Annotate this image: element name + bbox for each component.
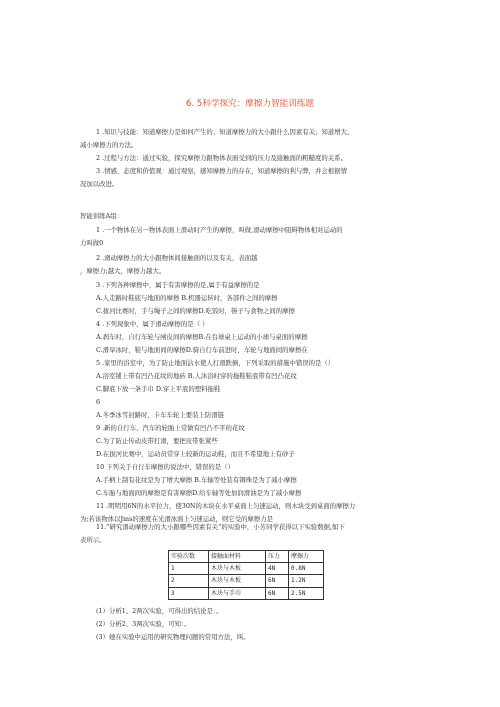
- question-option: A.手柄上制有花纹是为了增大摩擦 B.车轴等处装有钢珠是为了减小摩擦: [96, 476, 297, 484]
- question-line: 1 .一个物体在另一物体表面上滑动时产生的摩擦，叫做,滑动摩擦中阻碍物体相对运动的: [96, 226, 343, 234]
- table-row: [169, 563, 324, 575]
- table-header-cell: 压力: [266, 551, 289, 563]
- question-option: A.浴室铺上带有凹凸花纹的地砖 B.人沐浴时穿的拖鞋鞋底带有凹凸花纹: [96, 372, 297, 380]
- question-option: C.滑旱冰时，鞋与地面间的摩擦D.骑自行车前进时，车轮与地面间的摩擦在: [96, 346, 308, 354]
- question-line: ，摩擦力;越大，摩擦力越大。: [80, 267, 166, 275]
- question-option: C.拔河比赛时，手与绳子之间的摩擦D.吃饭时，筷子与食物之间的摩擦: [96, 307, 295, 315]
- section-heading: 智能训练A组：: [80, 212, 123, 220]
- table-header-cell: 接触面材料: [209, 551, 266, 563]
- question-option: A.冬季冰雪封路时，卡车车轮上要装上防滑链: [96, 411, 225, 419]
- question-option: A.人走路时鞋底与地面的摩擦 B.机器运转时，各部件之间的摩擦: [96, 294, 278, 302]
- table-cell: 木块与手巾: [209, 587, 266, 599]
- objective-line: 1 .知识与技能：知道摩擦力是如何产生的；知道摩擦力的大小跟什么因素有关；知道增大、: [96, 128, 354, 136]
- question-line: 表所示。: [80, 536, 106, 544]
- sub-question: (2）分析2、3两次实验，可知：。: [96, 620, 191, 628]
- table-cell: 木块与木板: [209, 575, 266, 587]
- question-option: C.脚底下放一条手巾 D.穿上平底的塑料拖鞋: [96, 385, 221, 393]
- table-header-cell: 摩擦力: [289, 551, 324, 563]
- question-line: 10 下列关于自行车摩擦的说法中，错误的是（）: [96, 463, 234, 471]
- objective-line: 3 .情感、态度和价值观：通过观察，感知摩擦力的存在，知道摩擦的利与弊，并会根据情: [96, 167, 347, 175]
- sub-question: (3）她在实验中运用的研究物理问题的常用方法，叫。: [96, 633, 250, 641]
- page-title: 6. 5科学探究：摩擦力智能训练题: [185, 99, 315, 109]
- objective-line: 况加以改进。: [80, 180, 119, 188]
- table-cell: 2: [169, 575, 209, 587]
- question-line: 4 .下列现象中，属于滑动摩擦的是（ ）: [96, 320, 209, 328]
- table-cell: 1.2N: [289, 575, 324, 587]
- question-line: 11.”研究滑动摩擦力的大小跟哪些因素有关”的实验中，小芳同学获得以下实验数据,如下: [96, 523, 345, 531]
- question-line: 9 .新的自行车、汽车的轮胎上常做有凹凸不平的花纹: [96, 424, 245, 432]
- question-line: 6: [96, 398, 101, 406]
- data-table: [168, 550, 324, 600]
- table-cell: 6N: [266, 575, 289, 587]
- table-cell: 3: [169, 587, 209, 599]
- question-option: C.为了防止传动皮带打滑，要把皮带张紧些: [96, 437, 218, 445]
- question-line: 为;若该物体以Jms的速度在光滑冰面上匀速运动，则它受的摩擦力是: [80, 515, 273, 523]
- table-header-row: [169, 551, 324, 563]
- table-cell: 4N: [266, 563, 289, 575]
- question-line: 2 .滑动摩擦力的大小跟物体间接触面的以及有关，表面越: [96, 254, 258, 262]
- question-line: 5 .家里的浴室中，为了防止地面沾水使人打滑跌倒，下列采取的措施中错误的是（）: [96, 359, 335, 367]
- question-line: 力叫做0: [80, 239, 104, 247]
- table-cell: 0.8N: [289, 563, 324, 575]
- question-option: D.在拔河比赛中，运动员常穿上较新的运动鞋，而且不希望地上有砂子: [96, 450, 295, 458]
- table-cell: 1: [169, 563, 209, 575]
- sub-question: (1）分析1、2两次实验，可得出的结论是：。: [96, 607, 223, 615]
- table-row: [169, 575, 324, 587]
- question-line: 3 .下列各种摩擦中，属于有害摩擦的是,属于有益摩擦的是: [96, 281, 260, 289]
- objective-line: 2 .过程与方法：通过实验，探究摩擦力跟物体表面受到的压力及接触面的粗糙度的关系。: [96, 154, 347, 162]
- table-cell: 6N: [266, 587, 289, 599]
- table-cell: 木块与木板: [209, 563, 266, 575]
- question-line: 11 .明明用6N的水平拉力，使30N的木块在水平桌面上匀速运动，则木块受到桌面的摩擦力: [96, 502, 356, 510]
- table-row: [169, 587, 324, 599]
- table-cell: 2.5N: [289, 587, 324, 599]
- question-option: C.车胎与地面间的摩擦是有害摩擦D.给车轴等处加润滑油是为了减小摩擦: [96, 489, 302, 497]
- question-option: A.刹车时，自行车轮与闸皮间的摩擦B.在台球桌上运动的小球与桌面的摩擦: [96, 333, 308, 341]
- objective-line: 减小摩擦力的方法。: [80, 141, 138, 149]
- table-header-cell: 实验次数: [169, 551, 209, 563]
